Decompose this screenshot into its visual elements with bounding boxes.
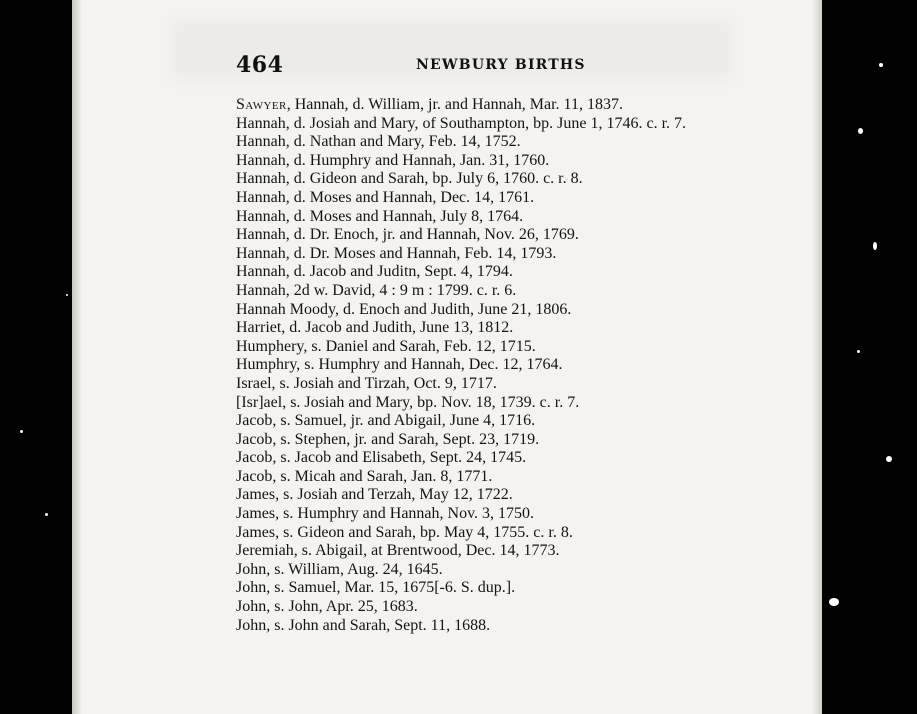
birth-record-entry [236, 338, 781, 357]
entry-text: John, s. John and Sarah, Sept. 11, 1688. [236, 616, 491, 634]
entry-text: [Isr]ael, s. Josiah and Mary, bp. Nov. 18, 1739. c. r. 7. [236, 393, 580, 411]
entry-text: Hannah, d. Josiah and Mary, of Southampton, bp. June 1, 1746. c. r. 7. [236, 114, 687, 132]
entry-text: Israel, s. Josiah and Tirzah, Oct. 9, 1717. [236, 374, 497, 392]
entry-text: Hannah, d. Moses and Hannah, Dec. 14, 1761. [236, 188, 535, 206]
entry-text: Harriet, d. Jacob and Judith, June 13, 1812. [236, 319, 514, 337]
birth-record-entry [236, 115, 781, 134]
birth-record-entry [236, 579, 781, 598]
birth-record-entry [236, 208, 781, 227]
entry-text: James, s. Gideon and Sarah, bp. May 4, 1755. c. r. 8. [236, 523, 573, 541]
birth-record-entry [236, 598, 781, 617]
birth-record-entry [236, 133, 781, 152]
entry-text: Hannah Moody, d. Enoch and Judith, June 21, 1806. [236, 300, 572, 318]
page-left-edge-shadow [72, 0, 82, 714]
birth-record-entry [236, 170, 781, 189]
entry-text: Hannah, d. Moses and Hannah, July 8, 1764. [236, 207, 524, 225]
entry-text: Hannah, d. Jacob and Juditn, Sept. 4, 1794. [236, 263, 513, 281]
birth-record-entry [236, 263, 781, 282]
birth-record-entry [236, 356, 781, 375]
birth-record-entry [236, 319, 781, 338]
birth-record-list [236, 96, 781, 635]
birth-record-entry [236, 431, 781, 450]
entry-text: Hannah, d. Dr. Moses and Hannah, Feb. 14, 1793. [236, 244, 557, 262]
entry-text: , Hannah, d. William, jr. and Hannah, Mar. 11, 1837. [286, 96, 623, 113]
birth-record-entry [236, 245, 781, 264]
entry-text: Jacob, s. Samuel, jr. and Abigail, June 4, 1716. [236, 412, 536, 430]
birth-record-entry [236, 468, 781, 487]
scan-speck [873, 242, 877, 250]
scan-speck [879, 63, 883, 67]
birth-record-entry [236, 282, 781, 301]
entry-text: John, s. Samuel, Mar. 15, 1675[-6. S. dup.]. [236, 579, 516, 597]
scan-speck [858, 128, 863, 134]
book-page [72, 0, 822, 714]
entry-text: Jacob, s. Micah and Sarah, Jan. 8, 1771. [236, 467, 493, 485]
birth-record-entry [236, 96, 781, 115]
birth-record-entry [236, 449, 781, 468]
entry-text: Jacob, s. Jacob and Elisabeth, Sept. 24, 1745. [236, 449, 527, 467]
birth-record-entry [236, 524, 781, 543]
birth-record-entry [236, 486, 781, 505]
entry-text: James, s. Josiah and Terzah, May 12, 1722. [236, 486, 513, 504]
birth-record-entry [236, 412, 781, 431]
birth-record-entry [236, 394, 781, 413]
entry-text: John, s. William, Aug. 24, 1645. [236, 560, 443, 578]
scan-speck [20, 430, 23, 433]
entry-text: Jacob, s. Stephen, jr. and Sarah, Sept. 23, 1719. [236, 430, 540, 448]
page-right-edge-shadow [812, 0, 822, 714]
page-number: 464 [236, 52, 284, 78]
birth-record-entry [236, 226, 781, 245]
running-title: NEWBURY BIRTHS [416, 57, 586, 73]
scan-speck [66, 294, 68, 296]
entry-text: Hannah, d. Dr. Enoch, jr. and Hannah, Nov. 26, 1769. [236, 226, 579, 244]
birth-record-entry [236, 505, 781, 524]
scan-speck [886, 456, 892, 462]
birth-record-entry [236, 617, 781, 636]
birth-record-entry [236, 542, 781, 561]
scan-speck [45, 513, 48, 516]
birth-record-entry [236, 561, 781, 580]
entry-text: Hannah, d. Nathan and Mary, Feb. 14, 1752. [236, 133, 521, 151]
entry-text: Hannah, d. Humphry and Hannah, Jan. 31, 1760. [236, 151, 550, 169]
entry-text: John, s. John, Apr. 25, 1683. [236, 598, 418, 616]
page-header [236, 52, 756, 82]
birth-record-entry [236, 301, 781, 320]
scan-speck [829, 598, 839, 606]
entry-text: James, s. Humphry and Hannah, Nov. 3, 1750. [236, 505, 535, 523]
entry-surname: Sawyer [236, 96, 287, 113]
birth-record-entry [236, 152, 781, 171]
entry-text: Hannah, 2d w. David, 4 : 9 m : 1799. c. r. 6. [236, 281, 517, 299]
entry-text: Humphery, s. Daniel and Sarah, Feb. 12, 1715. [236, 337, 536, 355]
birth-record-entry [236, 189, 781, 208]
scan-speck [857, 350, 860, 353]
birth-record-entry [236, 375, 781, 394]
entry-text: Hannah, d. Gideon and Sarah, bp. July 6, 1760. c. r. 8. [236, 170, 583, 188]
entry-text: Humphry, s. Humphry and Hannah, Dec. 12, 1764. [236, 356, 563, 374]
entry-text: Jeremiah, s. Abigail, at Brentwood, Dec. 14, 1773. [236, 542, 560, 560]
